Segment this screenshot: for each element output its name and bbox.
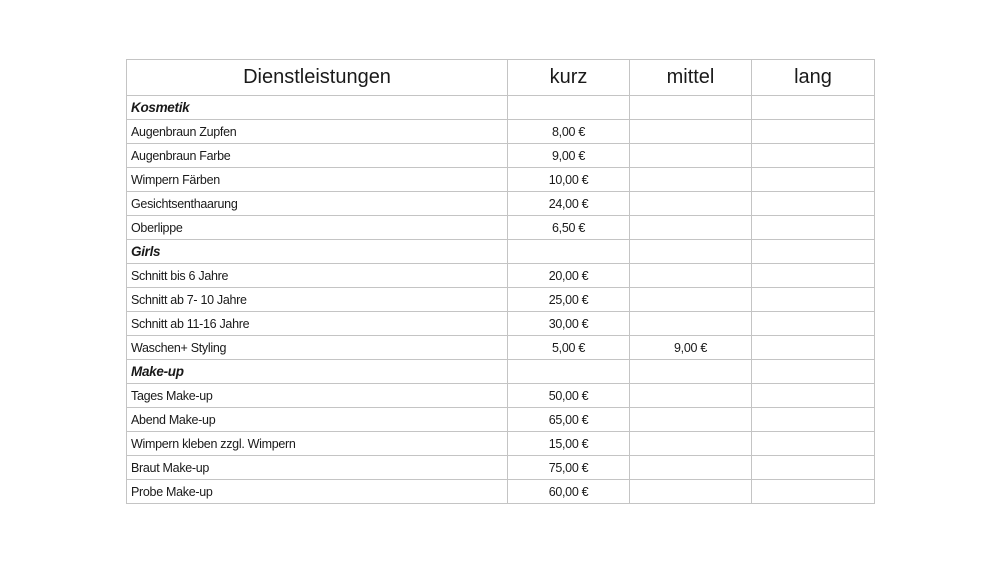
price-kurz-cell: 75,00 € [508,456,630,480]
price-mittel-cell [630,168,752,192]
table-row [127,264,875,288]
header-mittel: mittel [630,60,752,96]
service-cell: Waschen+ Styling [127,336,508,360]
price-mittel-cell [630,264,752,288]
price-kurz-cell [508,240,630,264]
service-cell: Schnitt bis 6 Jahre [127,264,508,288]
section-header-row [127,360,875,384]
price-lang-cell [752,360,875,384]
price-kurz-cell: 60,00 € [508,480,630,504]
price-lang-cell [752,312,875,336]
price-mittel-cell [630,312,752,336]
header-service: Dienstleistungen [127,60,508,96]
price-mittel-cell [630,480,752,504]
section-header-row [127,240,875,264]
price-lang-cell [752,120,875,144]
service-cell: Abend Make-up [127,408,508,432]
price-mittel-cell [630,408,752,432]
price-lang-cell [752,96,875,120]
table-row [127,216,875,240]
service-cell: Gesichtsenthaarung [127,192,508,216]
table-row [127,288,875,312]
price-kurz-cell: 9,00 € [508,144,630,168]
price-lang-cell [752,480,875,504]
price-kurz-cell [508,360,630,384]
price-kurz-cell: 20,00 € [508,264,630,288]
price-kurz-cell: 50,00 € [508,384,630,408]
service-cell: Wimpern kleben zzgl. Wimpern [127,432,508,456]
price-lang-cell [752,384,875,408]
table-row [127,456,875,480]
table-row [127,312,875,336]
price-lang-cell [752,456,875,480]
section-title: Kosmetik [127,96,508,120]
table-body [127,96,875,504]
price-kurz-cell: 6,50 € [508,216,630,240]
section-title: Make-up [127,360,508,384]
table-row [127,144,875,168]
table-row [127,120,875,144]
price-mittel-cell [630,240,752,264]
price-mittel-cell [630,360,752,384]
price-lang-cell [752,264,875,288]
price-mittel-cell [630,432,752,456]
header-kurz: kurz [508,60,630,96]
service-cell: Braut Make-up [127,456,508,480]
service-cell: Probe Make-up [127,480,508,504]
price-kurz-cell: 24,00 € [508,192,630,216]
price-mittel-cell [630,96,752,120]
price-mittel-cell [630,192,752,216]
price-kurz-cell: 15,00 € [508,432,630,456]
price-mittel-cell [630,120,752,144]
price-kurz-cell: 65,00 € [508,408,630,432]
price-kurz-cell [508,96,630,120]
price-mittel-cell [630,456,752,480]
table-row [127,384,875,408]
header-lang: lang [752,60,875,96]
price-kurz-cell: 10,00 € [508,168,630,192]
service-cell: Schnitt ab 7- 10 Jahre [127,288,508,312]
price-lang-cell [752,144,875,168]
price-kurz-cell: 30,00 € [508,312,630,336]
table-row [127,432,875,456]
section-header-row [127,96,875,120]
price-lang-cell [752,240,875,264]
price-kurz-cell: 5,00 € [508,336,630,360]
table-row [127,192,875,216]
service-cell: Wimpern Färben [127,168,508,192]
price-mittel-cell: 9,00 € [630,336,752,360]
price-lang-cell [752,408,875,432]
service-cell: Augenbraun Farbe [127,144,508,168]
price-table [126,59,875,504]
table-row [127,480,875,504]
price-lang-cell [752,216,875,240]
price-kurz-cell: 25,00 € [508,288,630,312]
price-lang-cell [752,192,875,216]
service-cell: Tages Make-up [127,384,508,408]
price-mittel-cell [630,144,752,168]
price-mittel-cell [630,216,752,240]
price-lang-cell [752,336,875,360]
price-kurz-cell: 8,00 € [508,120,630,144]
table-row [127,408,875,432]
section-title: Girls [127,240,508,264]
table-row [127,336,875,360]
price-lang-cell [752,168,875,192]
price-lang-cell [752,288,875,312]
service-cell: Oberlippe [127,216,508,240]
table-row [127,168,875,192]
price-mittel-cell [630,384,752,408]
price-lang-cell [752,432,875,456]
service-cell: Schnitt ab 11-16 Jahre [127,312,508,336]
price-mittel-cell [630,288,752,312]
service-cell: Augenbraun Zupfen [127,120,508,144]
header-row [127,60,875,96]
